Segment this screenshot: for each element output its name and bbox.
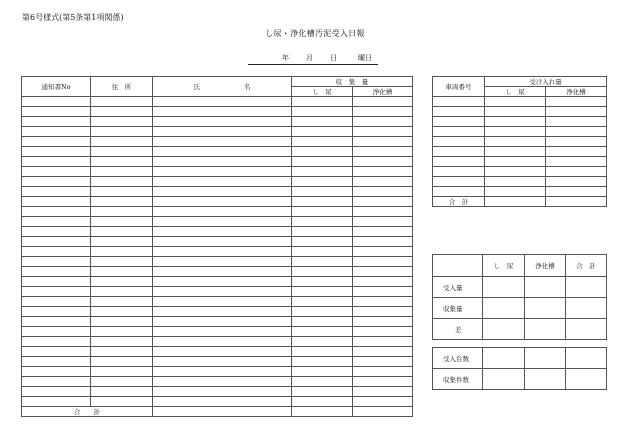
collection-cell[interactable] (292, 167, 353, 177)
collection-row (22, 117, 413, 127)
collection-cell[interactable] (353, 397, 413, 407)
form-title: し尿・浄化槽汚泥受入日報 (265, 29, 365, 38)
collection-cell[interactable] (292, 357, 353, 367)
collection-row (22, 387, 413, 397)
subheader-shinyo: し 尿 (292, 87, 353, 97)
collection-cell[interactable] (22, 177, 91, 187)
summary-cell[interactable] (525, 277, 566, 298)
vehicle-cell[interactable] (546, 157, 607, 167)
collection-cell[interactable] (353, 297, 413, 307)
vehicle-cell[interactable] (485, 137, 546, 147)
collection-cell[interactable] (353, 97, 413, 107)
collection-cell[interactable] (153, 147, 292, 157)
collection-cell[interactable] (292, 387, 353, 397)
collection-cell[interactable] (22, 257, 91, 267)
collection-cell[interactable] (353, 347, 413, 357)
collection-cell[interactable] (292, 207, 353, 217)
collection-row (22, 357, 413, 367)
vehicle-cell[interactable] (546, 187, 607, 197)
vehicle-row (433, 177, 607, 187)
vehicle-row (433, 147, 607, 157)
collection-cell[interactable] (353, 117, 413, 127)
vehicle-cell[interactable] (546, 137, 607, 147)
vehicle-row (433, 117, 607, 127)
collection-cell[interactable] (153, 367, 292, 377)
collection-cell[interactable] (153, 347, 292, 357)
vehicle-cell[interactable] (433, 157, 485, 167)
collection-cell[interactable] (153, 197, 292, 207)
collection-cell[interactable] (91, 307, 153, 317)
collection-row (22, 257, 413, 267)
collection-cell[interactable] (91, 207, 153, 217)
vehicle-cell[interactable] (433, 147, 485, 157)
collection-row (22, 147, 413, 157)
form-reference: 第6号様式(第5条第1項関係) (22, 13, 124, 22)
header-collected-amount: 収 集 量 (292, 77, 413, 87)
collection-cell[interactable] (353, 377, 413, 387)
collection-cell[interactable] (22, 217, 91, 227)
vehicle-cell[interactable] (433, 177, 485, 187)
collection-cell[interactable] (292, 97, 353, 107)
collection-cell[interactable] (22, 327, 91, 337)
collection-cell[interactable] (153, 327, 292, 337)
collection-cell[interactable] (91, 187, 153, 197)
vehicle-row (433, 187, 607, 197)
vehicle-cell[interactable] (485, 107, 546, 117)
vehicle-cell[interactable] (485, 187, 546, 197)
collection-cell[interactable] (22, 347, 91, 357)
collection-cell[interactable] (153, 117, 292, 127)
collection-row (22, 307, 413, 317)
collection-cell[interactable] (22, 337, 91, 347)
collection-cell[interactable] (153, 187, 292, 197)
collection-cell[interactable] (353, 207, 413, 217)
summary-header-jokaso: 浄化槽 (525, 255, 566, 277)
subheader-jokaso: 浄化槽 (546, 87, 607, 97)
summary-cell[interactable] (483, 277, 525, 298)
collection-cell[interactable] (153, 107, 292, 117)
collection-cell[interactable] (353, 227, 413, 237)
date-year: 年 (282, 54, 289, 62)
count-table (432, 347, 607, 390)
collection-cell[interactable] (153, 217, 292, 227)
collection-cell[interactable] (153, 267, 292, 277)
collection-cell[interactable] (353, 167, 413, 177)
vehicle-cell[interactable] (433, 127, 485, 137)
collection-cell[interactable] (153, 377, 292, 387)
collection-cell[interactable] (292, 257, 353, 267)
vehicle-row (433, 107, 607, 117)
vehicle-cell[interactable] (485, 157, 546, 167)
collection-cell[interactable] (292, 397, 353, 407)
collection-cell[interactable] (22, 197, 91, 207)
collection-cell[interactable] (353, 137, 413, 147)
collection-cell[interactable] (91, 397, 153, 407)
count-cell[interactable] (483, 348, 525, 369)
collection-cell[interactable] (22, 107, 91, 117)
header-name-part1: 氏 (193, 83, 200, 91)
date-month: 月 (306, 54, 313, 62)
collection-cell[interactable] (353, 247, 413, 257)
vehicle-cell[interactable] (546, 127, 607, 137)
collection-cell[interactable] (292, 177, 353, 187)
collection-cell[interactable] (91, 297, 153, 307)
vehicle-row (433, 97, 607, 107)
collection-cell[interactable] (91, 367, 153, 377)
collection-cell[interactable] (22, 397, 91, 407)
count-cell[interactable] (525, 369, 566, 390)
collection-cell[interactable] (153, 237, 292, 247)
collection-cell[interactable] (91, 277, 153, 287)
count-cell[interactable] (483, 369, 525, 390)
vehicle-total-cell[interactable] (546, 197, 607, 207)
collection-cell[interactable] (292, 197, 353, 207)
subheader-jokaso: 浄化槽 (353, 87, 413, 97)
collection-cell[interactable] (292, 377, 353, 387)
date-day: 日 (330, 54, 337, 62)
collection-cell[interactable] (353, 127, 413, 137)
collection-cell[interactable] (292, 297, 353, 307)
collection-row (22, 377, 413, 387)
collection-cell[interactable] (153, 157, 292, 167)
collection-row (22, 277, 413, 287)
vehicle-cell[interactable] (485, 127, 546, 137)
collection-cell[interactable] (22, 287, 91, 297)
collection-cell[interactable] (153, 227, 292, 237)
collection-cell[interactable] (91, 337, 153, 347)
collection-row (22, 167, 413, 177)
collection-cell[interactable] (292, 217, 353, 227)
total-cell[interactable] (353, 407, 413, 417)
collection-cell[interactable] (353, 217, 413, 227)
collection-cell[interactable] (292, 277, 353, 287)
total-label: 合 計 (22, 407, 153, 417)
summary-cell[interactable] (525, 319, 566, 340)
collection-row (22, 97, 413, 107)
collection-cell[interactable] (153, 287, 292, 297)
header-address: 住 所 (91, 77, 153, 97)
collection-row (22, 327, 413, 337)
collection-row (22, 207, 413, 217)
collection-cell[interactable] (91, 387, 153, 397)
summary-cell[interactable] (566, 277, 607, 298)
collection-row (22, 197, 413, 207)
collection-cell[interactable] (292, 237, 353, 247)
collection-cell[interactable] (22, 247, 91, 257)
count-row-vehicles-label: 受入台数 (433, 348, 483, 369)
collection-cell[interactable] (91, 127, 153, 137)
collection-cell[interactable] (353, 177, 413, 187)
collection-cell[interactable] (91, 137, 153, 147)
collection-cell[interactable] (22, 127, 91, 137)
vehicle-cell[interactable] (546, 107, 607, 117)
vehicle-row (433, 127, 607, 137)
vehicle-cell[interactable] (546, 167, 607, 177)
collection-cell[interactable] (153, 207, 292, 217)
collection-row (22, 127, 413, 137)
collection-cell[interactable] (153, 127, 292, 137)
collection-row (22, 137, 413, 147)
collection-row (22, 227, 413, 237)
collection-cell[interactable] (292, 327, 353, 337)
collection-cell[interactable] (353, 307, 413, 317)
collection-cell[interactable] (353, 337, 413, 347)
collection-cell[interactable] (91, 237, 153, 247)
summary-cell[interactable] (483, 319, 525, 340)
collection-cell[interactable] (353, 107, 413, 117)
collection-cell[interactable] (353, 367, 413, 377)
collection-cell[interactable] (292, 287, 353, 297)
collection-cell[interactable] (91, 267, 153, 277)
date-weekday: 曜日 (358, 54, 372, 62)
collection-cell[interactable] (153, 97, 292, 107)
collection-cell[interactable] (22, 227, 91, 237)
collection-cell[interactable] (292, 337, 353, 347)
collection-row (22, 177, 413, 187)
collection-cell[interactable] (22, 367, 91, 377)
collection-row (22, 297, 413, 307)
collection-cell[interactable] (353, 357, 413, 367)
collection-cell[interactable] (22, 207, 91, 217)
collection-cell[interactable] (91, 377, 153, 387)
collection-cell[interactable] (292, 307, 353, 317)
collection-cell[interactable] (22, 97, 91, 107)
collection-row (22, 337, 413, 347)
collection-cell[interactable] (22, 167, 91, 177)
vehicle-total-cell[interactable] (485, 197, 546, 207)
total-cell[interactable] (153, 407, 292, 417)
header-notice-no: 通知書No (22, 77, 91, 97)
collection-row (22, 347, 413, 357)
collection-cell[interactable] (353, 147, 413, 157)
collection-cell[interactable] (91, 327, 153, 337)
vehicle-cell[interactable] (433, 167, 485, 177)
collection-cell[interactable] (91, 287, 153, 297)
collection-cell[interactable] (153, 257, 292, 267)
collection-cell[interactable] (91, 157, 153, 167)
collection-row (22, 187, 413, 197)
collection-row (22, 367, 413, 377)
collection-cell[interactable] (292, 157, 353, 167)
collection-row (22, 247, 413, 257)
collection-cell[interactable] (22, 237, 91, 247)
collection-cell[interactable] (153, 387, 292, 397)
collection-cell[interactable] (91, 347, 153, 357)
summary-row-collected-label: 収集量 (433, 298, 483, 319)
count-cell[interactable] (566, 369, 607, 390)
collection-cell[interactable] (153, 167, 292, 177)
vehicle-cell[interactable] (546, 97, 607, 107)
vehicle-cell[interactable] (546, 147, 607, 157)
collection-cell[interactable] (91, 197, 153, 207)
vehicle-row (433, 137, 607, 147)
collection-cell[interactable] (22, 147, 91, 157)
collection-cell[interactable] (22, 377, 91, 387)
vehicle-cell[interactable] (433, 187, 485, 197)
count-row-collection-label: 収集件数 (433, 369, 483, 390)
collection-cell[interactable] (91, 257, 153, 267)
vehicle-row (433, 157, 607, 167)
vehicle-cell[interactable] (485, 97, 546, 107)
collection-cell[interactable] (353, 387, 413, 397)
summary-table (432, 254, 607, 340)
collection-cell[interactable] (292, 227, 353, 237)
collection-cell[interactable] (292, 187, 353, 197)
vehicle-cell[interactable] (433, 117, 485, 127)
collection-cell[interactable] (91, 167, 153, 177)
collection-cell[interactable] (22, 317, 91, 327)
collection-cell[interactable] (91, 227, 153, 237)
collection-table (21, 76, 413, 417)
summary-header-shinyo: し 尿 (483, 255, 525, 277)
collection-cell[interactable] (153, 297, 292, 307)
collection-cell[interactable] (22, 157, 91, 167)
collection-cell[interactable] (353, 187, 413, 197)
header-vehicle-no: 車両番号 (433, 77, 485, 97)
count-cell[interactable] (525, 348, 566, 369)
collection-cell[interactable] (292, 367, 353, 377)
collection-cell[interactable] (153, 357, 292, 367)
collection-cell[interactable] (22, 297, 91, 307)
collection-cell[interactable] (22, 187, 91, 197)
vehicle-cell[interactable] (433, 107, 485, 117)
collection-cell[interactable] (91, 107, 153, 117)
collection-cell[interactable] (91, 147, 153, 157)
collection-cell[interactable] (22, 277, 91, 287)
vehicle-cell[interactable] (546, 117, 607, 127)
summary-cell[interactable] (525, 298, 566, 319)
collection-cell[interactable] (22, 117, 91, 127)
collection-cell[interactable] (292, 267, 353, 277)
header-received-amount: 受け入れ量 (485, 77, 607, 87)
collection-cell[interactable] (22, 307, 91, 317)
vehicle-table (432, 76, 607, 207)
collection-row (22, 107, 413, 117)
subheader-shinyo: し 尿 (485, 87, 546, 97)
collection-row (22, 237, 413, 247)
collection-cell[interactable] (292, 147, 353, 157)
collection-cell[interactable] (153, 137, 292, 147)
collection-cell[interactable] (22, 387, 91, 397)
summary-corner (433, 255, 483, 277)
vehicle-cell[interactable] (485, 177, 546, 187)
collection-row (22, 157, 413, 167)
summary-cell[interactable] (566, 298, 607, 319)
total-cell[interactable] (292, 407, 353, 417)
collection-row (22, 267, 413, 277)
vehicle-total-label: 合 計 (433, 197, 485, 207)
collection-cell[interactable] (91, 317, 153, 327)
summary-row-diff-label: 差 (433, 319, 483, 340)
collection-cell[interactable] (353, 317, 413, 327)
summary-row-received-label: 受入量 (433, 277, 483, 298)
collection-cell[interactable] (292, 117, 353, 127)
collection-cell[interactable] (292, 137, 353, 147)
vehicle-cell[interactable] (433, 97, 485, 107)
collection-cell[interactable] (91, 117, 153, 127)
collection-cell[interactable] (292, 347, 353, 357)
collection-row (22, 397, 413, 407)
vehicle-cell[interactable] (485, 167, 546, 177)
collection-cell[interactable] (292, 247, 353, 257)
date-line (248, 52, 378, 65)
vehicle-cell[interactable] (433, 137, 485, 147)
header-name-part2: 名 (244, 83, 251, 91)
collection-cell[interactable] (153, 397, 292, 407)
collection-cell[interactable] (353, 267, 413, 277)
vehicle-cell[interactable] (546, 177, 607, 187)
vehicle-cell[interactable] (485, 147, 546, 157)
vehicle-cell[interactable] (485, 117, 546, 127)
vehicle-row (433, 167, 607, 177)
count-cell[interactable] (566, 348, 607, 369)
collection-cell[interactable] (292, 317, 353, 327)
header-name (153, 77, 292, 97)
summary-cell[interactable] (566, 319, 607, 340)
collection-cell[interactable] (91, 97, 153, 107)
collection-cell[interactable] (22, 137, 91, 147)
collection-cell[interactable] (153, 307, 292, 317)
collection-cell[interactable] (153, 337, 292, 347)
collection-cell[interactable] (353, 287, 413, 297)
collection-cell[interactable] (91, 247, 153, 257)
collection-cell[interactable] (353, 277, 413, 287)
collection-row (22, 217, 413, 227)
collection-cell[interactable] (91, 177, 153, 187)
collection-cell[interactable] (91, 217, 153, 227)
collection-cell[interactable] (292, 127, 353, 137)
summary-header-total: 合 計 (566, 255, 607, 277)
collection-cell[interactable] (353, 327, 413, 337)
collection-cell[interactable] (22, 267, 91, 277)
collection-row (22, 317, 413, 327)
collection-cell[interactable] (153, 177, 292, 187)
collection-cell[interactable] (353, 197, 413, 207)
collection-cell[interactable] (153, 247, 292, 257)
collection-cell[interactable] (292, 107, 353, 117)
collection-row (22, 287, 413, 297)
collection-cell[interactable] (353, 257, 413, 267)
summary-cell[interactable] (483, 298, 525, 319)
collection-cell[interactable] (153, 277, 292, 287)
collection-cell[interactable] (153, 317, 292, 327)
collection-cell[interactable] (353, 157, 413, 167)
collection-cell[interactable] (22, 357, 91, 367)
collection-cell[interactable] (91, 357, 153, 367)
collection-cell[interactable] (353, 237, 413, 247)
